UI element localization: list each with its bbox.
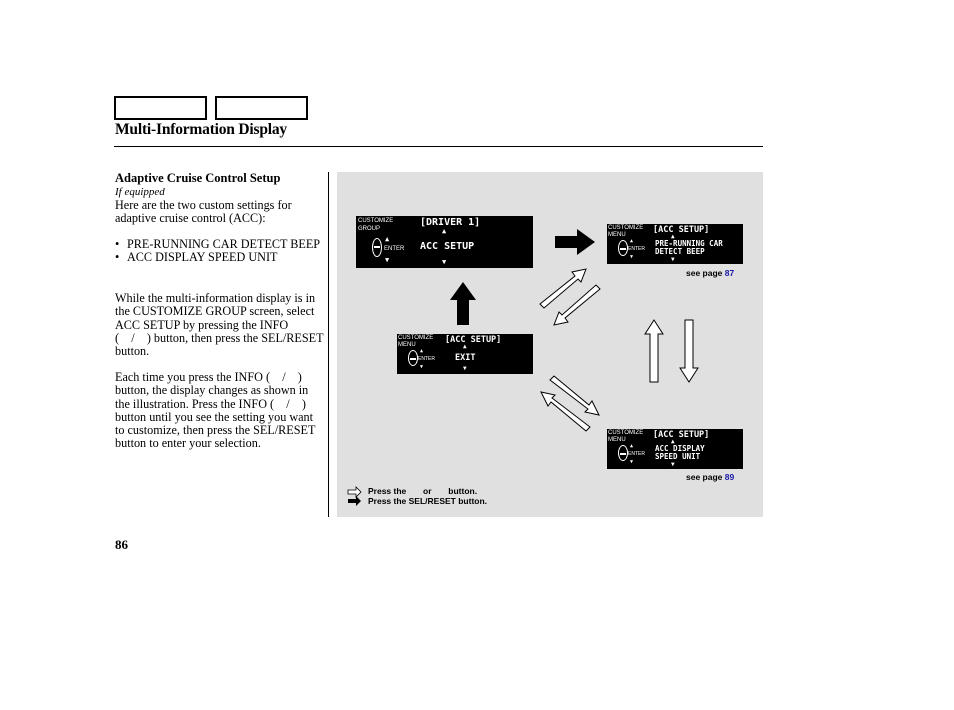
header-tab-box-2 [215,96,308,120]
down-arrow-icon: ▼ [671,461,675,468]
legend-press-info [368,486,477,496]
legend-hollow-arrow-icon [348,487,361,497]
screen-main-line: DETECT BEEP [655,247,705,256]
screen-side-label: CUSTOMIZE [358,218,394,224]
page-title: Multi-Information Display [115,121,287,138]
up-arrow-icon: ▲ [671,438,675,445]
up-arrow-icon: ▲ [463,343,467,350]
instruction-paragraph-2: Each time you press the INFO ( / ) button, the display changes as shown in the illustration. Press the INFO ( / ) button until you see the setting you want to customize, then press the SEL/RESET button to enter your selection. [115,370,316,451]
legend-text: button. [448,486,478,496]
down-arrow-icon: ▼ [442,258,447,266]
intro-paragraph: Here are the two custom settings for adaptive cruise control (ACC): [115,198,292,226]
screen-top-line: [DRIVER 1] [420,217,481,228]
screen-main-line: PRE-RUNNING CAR [655,239,723,248]
arrows-layer [337,172,763,517]
screen-side-label: MENU [608,232,626,238]
header-tab-box-1 [114,96,207,120]
see-page-label: see page [686,472,723,482]
up-arrow-icon: ▲ [630,443,634,449]
sel-arrow-right-icon [555,229,595,255]
up-arrow-icon: ▲ [630,238,634,244]
screen-main-line: SPEED UNIT [655,452,701,461]
screen-side-label: CUSTOMIZE [608,225,644,231]
legend-press-sel: Press the SEL/RESET button. [368,496,488,506]
section-heading: Adaptive Cruise Control Setup [115,171,281,185]
down-arrow-icon: ▼ [630,254,634,260]
screen-top-line: [ACC SETUP] [653,430,710,440]
screen-enter-label: ENTER [628,246,645,252]
bullet-list [115,238,325,265]
screen-side-label: MENU [398,342,416,348]
up-arrow-icon: ▲ [420,348,424,354]
screen-top-line: [ACC SETUP] [445,335,502,345]
down-arrow-icon: ▼ [385,256,390,264]
list-item: • ACC DISPLAY SPEED UNIT [115,250,278,265]
info-arrow-up-icon [645,320,663,382]
see-page-label: see page [686,268,723,278]
screen-main-line: EXIT [455,353,476,363]
down-arrow-icon: ▼ [671,256,675,263]
screen-side-label: MENU [608,437,626,443]
acc-setup-diagram [337,172,763,517]
up-arrow-icon: ▲ [671,233,675,240]
info-arrow-up-left-icon [541,392,590,431]
page-link[interactable]: 87 [724,268,735,278]
info-arrow-down-right-icon [550,376,599,415]
if-equipped-note: If equipped [115,186,165,198]
legend-text: or [423,486,432,496]
info-arrow-down-icon [680,320,698,382]
screen-side-label: CUSTOMIZE [608,430,644,436]
list-item: • PRE-RUNNING CAR DETECT BEEP [115,237,321,251]
page-number: 86 [115,537,128,552]
down-arrow-icon: ▼ [463,365,467,372]
screen-top-line: [ACC SETUP] [653,225,710,235]
column-divider [328,172,329,517]
screen-main-line: ACC SETUP [420,241,475,252]
title-rule [114,146,763,147]
screen-enter-label: ENTER [384,246,405,252]
sel-arrow-up-icon [450,282,476,325]
instruction-paragraph-1: While the multi-information display is in the CUSTOMIZE GROUP screen, select ACC SETUP by pressing the INFO ( / ) button, then press the SEL/RESET button. [115,291,324,359]
up-arrow-icon: ▲ [385,235,390,243]
down-arrow-icon: ▼ [630,459,634,465]
screen-main-line: ACC DISPLAY [655,444,705,453]
screen-enter-label: ENTER [418,356,435,362]
screen-side-label: CUSTOMIZE [398,335,434,341]
down-arrow-icon: ▼ [420,364,424,370]
legend-solid-arrow-icon [348,496,361,506]
legend-text: Press the [368,486,407,496]
screen-side-label: GROUP [358,226,381,232]
page-link[interactable]: 89 [724,472,735,482]
screen-enter-label: ENTER [628,451,645,457]
up-arrow-icon: ▲ [442,227,447,235]
